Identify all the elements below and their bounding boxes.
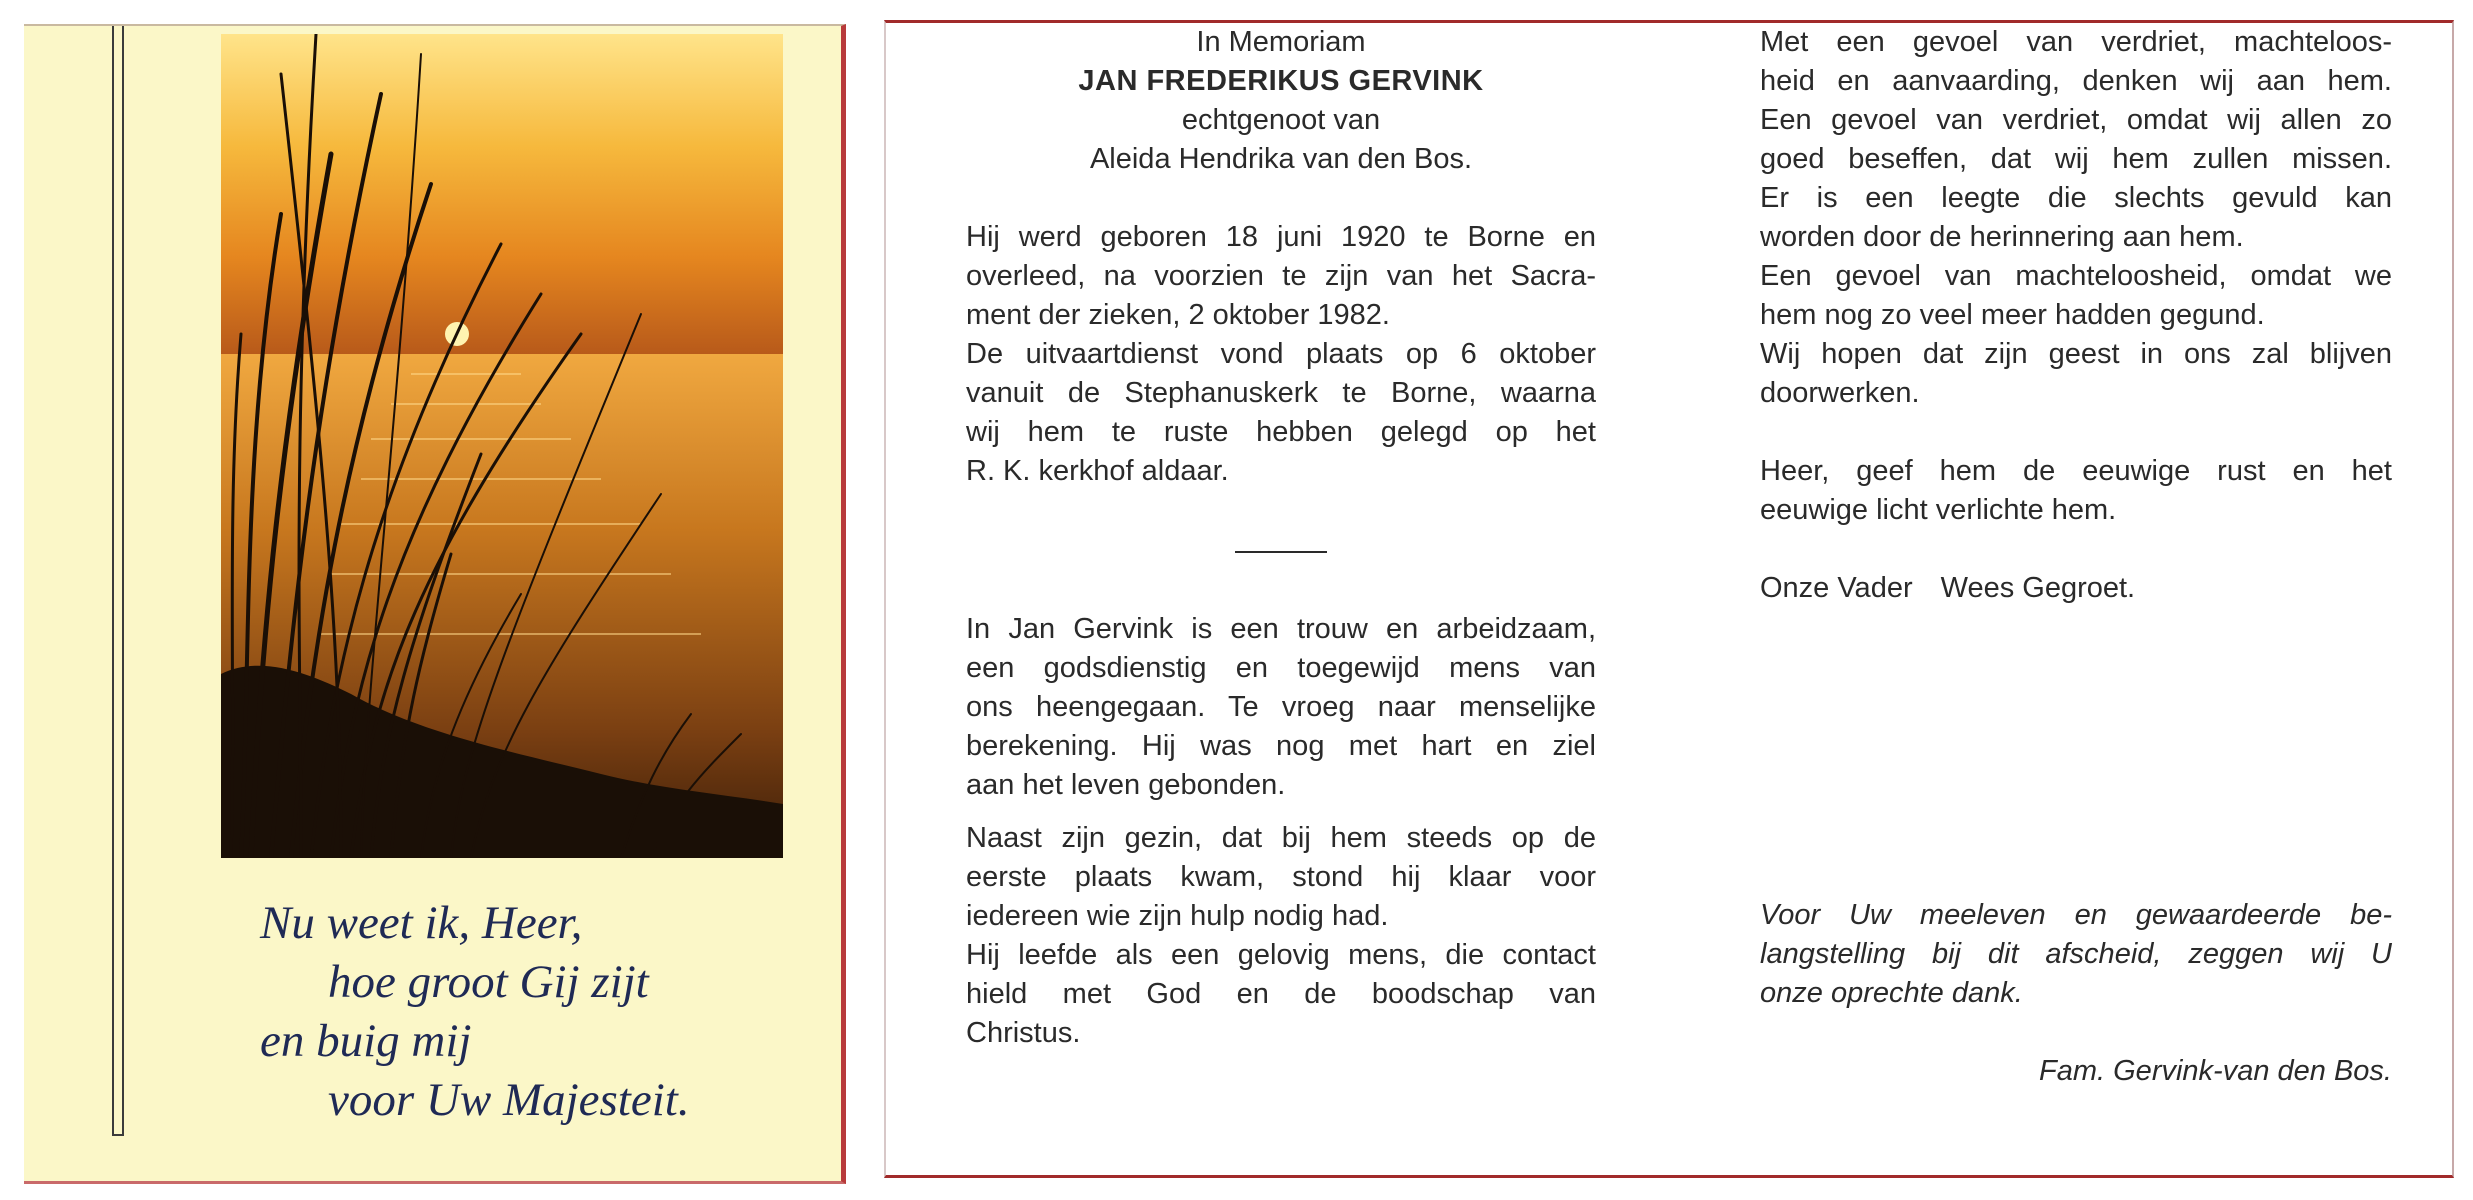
tribute-line: een godsdienstig en toegewijd mens van: [966, 652, 1596, 684]
spouse-name: Aleida Hendrika van den Bos.: [1089, 143, 1473, 175]
tribute-line: Christus.: [966, 1017, 1081, 1049]
family-signature: Fam. Gervink-van den Bos.: [2039, 1055, 2392, 1087]
tribute-line: hield met God en de boodschap van: [966, 978, 1596, 1010]
sunset-illustration: [221, 34, 783, 858]
prayer-paragraph: [1760, 452, 2392, 530]
bio-line: wij hem te ruste hebben gelegd op het: [966, 416, 1596, 448]
bio-line: Hij werd geboren 18 juni 1920 te Borne en: [966, 221, 1596, 253]
bio-line: De uitvaartdienst vond plaats op 6 oktober: [966, 338, 1596, 370]
right-column: [1760, 23, 2392, 1091]
reflection-line: heid en aanvaarding, denken wij aan hem.: [1760, 65, 2392, 97]
inside-card: [884, 20, 2454, 1178]
sunset-photo: [221, 34, 783, 858]
prayer-titles: [1760, 569, 2392, 608]
thanks-line: onze oprechte dank.: [1760, 977, 2023, 1009]
reflection-line: worden door de herinnering aan hem.: [1760, 221, 2244, 253]
heading: In Memoriam: [1196, 26, 1366, 58]
thanks-line: langstelling bij dit afscheid, zeggen wij U: [1760, 938, 2392, 970]
tribute-line: Naast zijn gezin, dat bij hem steeds op de: [966, 822, 1596, 854]
reflection-line: doorwerken.: [1760, 377, 1920, 409]
reflection-line: Een gevoel van verdriet, omdat wij allen zo: [1760, 104, 2392, 136]
bio-line: vanuit de Stephanuskerk te Borne, waarna: [966, 377, 1596, 409]
prayer-title-hail-mary: Wees Gegroet.: [1940, 572, 2136, 604]
reflection-line: Er is een leegte die slechts gevuld kan: [1760, 182, 2392, 214]
poem-line-2: hoe groot Gij zijt: [328, 956, 649, 1008]
tribute-line: Hij leefde als een gelovig mens, die contact: [966, 939, 1596, 971]
bio-paragraph: [966, 218, 1596, 491]
vertical-rule: [112, 26, 124, 1136]
bio-line: ment der zieken, 2 oktober 1982.: [966, 299, 1390, 331]
deceased-name: JAN FREDERIKUS GERVINK: [1078, 65, 1484, 97]
tribute-line: ons heengegaan. Te vroeg naar menselijke: [966, 691, 1596, 723]
poem-line-3: en buig mij: [260, 1015, 472, 1067]
thanks-paragraph: [1760, 896, 2392, 1013]
poem-line-4: voor Uw Majesteit.: [328, 1074, 690, 1126]
tribute-paragraph-2: [966, 819, 1596, 1053]
reflection-line: hem nog zo veel meer hadden gegund.: [1760, 299, 2265, 331]
reflection-line: Wij hopen dat zijn geest in ons zal blijven: [1760, 338, 2392, 370]
bio-line: overleed, na voorzien te zijn van het Sacra-: [966, 260, 1596, 292]
reflection-line: Met een gevoel van verdriet, machteloos-: [1760, 26, 2392, 58]
poem: [260, 894, 820, 1130]
tribute-line: iedereen wie zijn hulp nodig had.: [966, 900, 1389, 932]
tribute-line: eerste plaats kwam, stond hij klaar voor: [966, 861, 1596, 893]
prayer-line: eeuwige licht verlichte hem.: [1760, 494, 2117, 526]
reflection-paragraph: [1760, 23, 2392, 413]
poem-line-1: Nu weet ik, Heer,: [260, 897, 583, 949]
tribute-line: berekening. Hij was nog met hart en ziel: [966, 730, 1596, 762]
tribute-line: In Jan Gervink is een trouw en arbeidzaam,: [966, 613, 1596, 645]
reflection-line: goed beseffen, dat wij hem zullen missen.: [1760, 143, 2392, 175]
front-card: [24, 24, 846, 1184]
bio-line: R. K. kerkhof aldaar.: [966, 455, 1229, 487]
spouse-intro: echtgenoot van: [1181, 104, 1381, 136]
thanks-line: Voor Uw meeleven en gewaardeerde be-: [1760, 899, 2392, 931]
tribute-paragraph-1: [966, 610, 1596, 805]
reflection-line: Een gevoel van machteloosheid, omdat we: [1760, 260, 2392, 292]
left-column: [966, 23, 1596, 1053]
prayer-title-our-father: Onze Vader: [1760, 572, 1913, 604]
prayer-line: Heer, geef hem de eeuwige rust en het: [1760, 455, 2392, 487]
tribute-line: aan het leven gebonden.: [966, 769, 1286, 801]
